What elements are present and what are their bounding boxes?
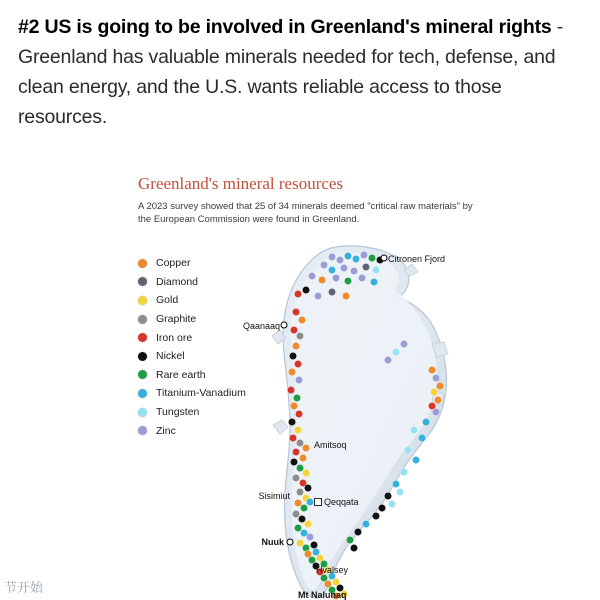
legend-item-label: Titanium-Vanadium [156, 387, 246, 400]
legend-color-swatch-icon [138, 315, 147, 324]
legend-item-label: Gold [156, 294, 179, 307]
legend-color-swatch-icon [138, 296, 147, 305]
legend-color-swatch-icon [138, 259, 147, 268]
place-label: Amitsoq [314, 440, 347, 450]
legend-color-swatch-icon [138, 370, 147, 379]
legend-item-label: Diamond [156, 275, 199, 288]
headline [0, 0, 600, 132]
legend-color-swatch-icon [138, 333, 147, 342]
place-label: Sisimiut [258, 491, 290, 501]
place-label: Qeqqata [324, 497, 359, 507]
legend-item-label: Copper [156, 257, 191, 270]
legend-item-label: Iron ore [156, 331, 193, 344]
greenland-map [236, 240, 486, 600]
legend-color-swatch-icon [138, 426, 147, 435]
city-marker-icon [381, 255, 388, 262]
place-label: Qaanaaq [242, 321, 280, 331]
city-marker-icon [287, 539, 294, 546]
place-labels [236, 240, 486, 600]
place-label: Mt Nalunaq [298, 590, 347, 600]
legend-color-swatch-icon [138, 277, 147, 286]
overlay-caption: 节开始 [4, 580, 44, 595]
city-marker-icon [281, 322, 288, 329]
place-label: Hvalsey [316, 565, 349, 575]
headline-lead: #2 US is going to be involved in Greenland's mineral rights [18, 16, 552, 38]
legend-color-swatch-icon [138, 389, 147, 398]
legend-item-label: Nickel [156, 350, 185, 363]
legend-item-label: Rare earth [156, 368, 206, 381]
region-marker-icon [314, 498, 322, 506]
legend-color-swatch-icon [138, 352, 147, 361]
place-label: Citronen Fjord [388, 254, 446, 264]
legend-item-label: Graphite [156, 313, 197, 326]
legend-color-swatch-icon [138, 408, 147, 417]
place-label: Nuuk [261, 537, 284, 547]
headline-rest: - Greenland has valuable minerals needed for tech, defense, and clean energy, and the U.S. wants reliable access to those resources. [18, 16, 564, 128]
legend-item-label: Tungsten [156, 406, 200, 419]
graphic-subtitle: A 2023 survey showed that 25 of 34 minerals deemed "critical raw materials" by the European Commission were found in Greenland. [138, 201, 473, 225]
legend-item-label: Zinc [156, 424, 176, 437]
graphic-title: Greenland's mineral resources [138, 174, 344, 193]
mineral-resources-graphic [0, 152, 600, 600]
